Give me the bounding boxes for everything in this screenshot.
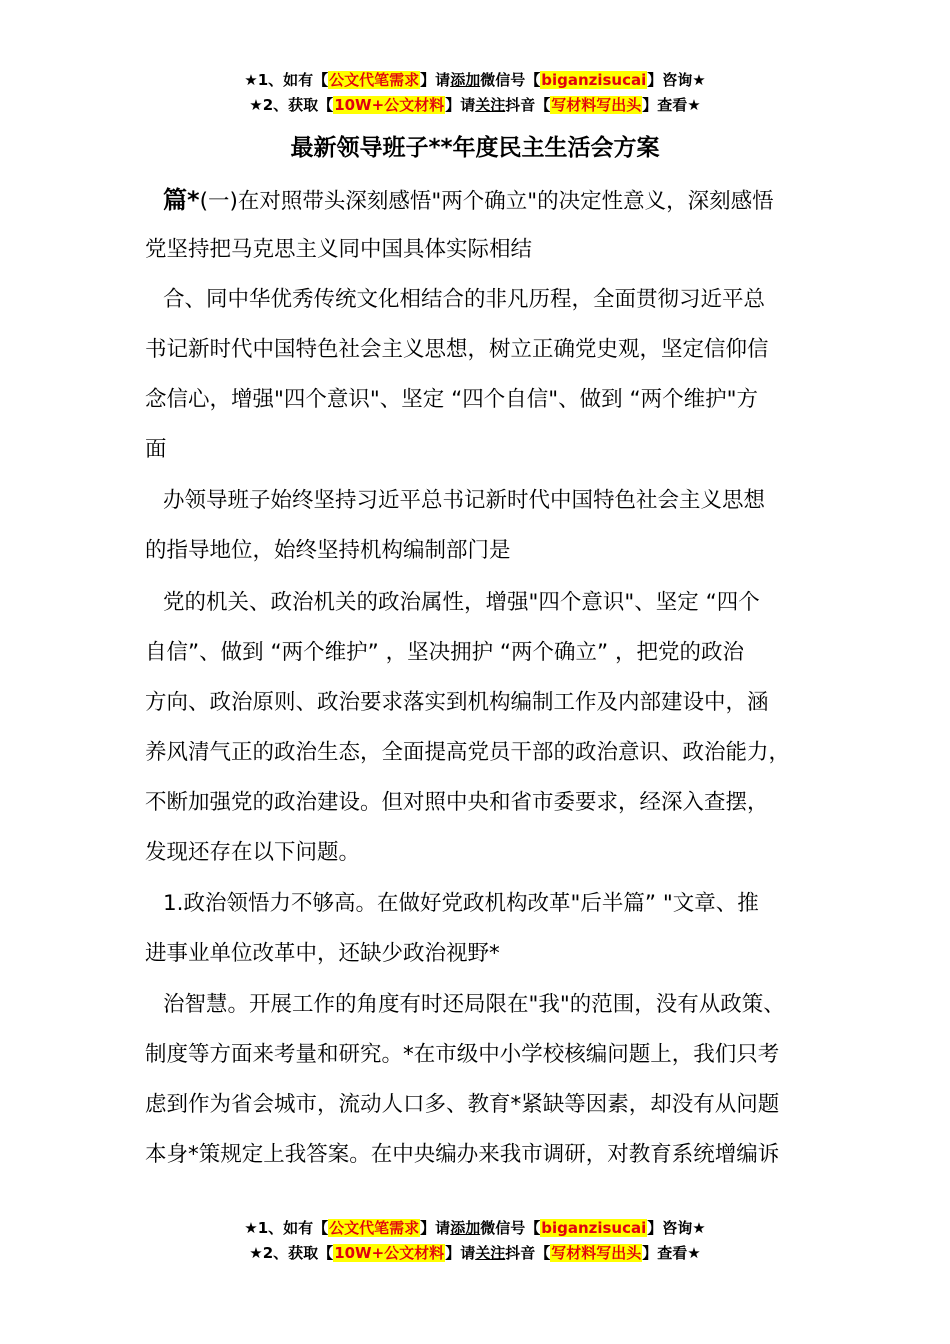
promo-highlight: 10W+公文材料 bbox=[334, 96, 445, 114]
promo-text: 】咨询★ bbox=[647, 1219, 706, 1237]
promo-highlight: 公文代笔需求 bbox=[329, 1219, 420, 1237]
text-line: 自信”、做到 “两个维护” ，坚决拥护 “两个确立” ，把党的政治 bbox=[145, 640, 745, 665]
promo-text: 】请 bbox=[445, 96, 476, 114]
promo-underlined: 添加 bbox=[450, 1219, 481, 1237]
text-line: 制度等方面来考量和研究。*在市级中小学校核编问题上，我们只考 bbox=[145, 1042, 780, 1067]
promo-text: ★1、如有【 bbox=[244, 71, 329, 89]
promo-text: ★2、获取【 bbox=[249, 96, 334, 114]
text-line: 1.政治领悟力不够高。在做好党政机构改革"后半篇” "文章、推 bbox=[163, 891, 759, 916]
promo-text: 】请 bbox=[420, 71, 451, 89]
promo-text: 】请 bbox=[445, 1244, 476, 1262]
promo-text: 】请 bbox=[420, 1219, 451, 1237]
promo-highlight: 10W+公文材料 bbox=[334, 1244, 445, 1262]
heading-marker: 篇* bbox=[163, 186, 200, 214]
text-line: 不断加强党的政治建设。但对照中央和省市委要求，经深入查摆， bbox=[145, 790, 769, 815]
text-line: 进事业单位改革中，还缺少政治视野* bbox=[145, 941, 500, 966]
promo-text: 微信号【 bbox=[480, 1219, 541, 1237]
text-line: 方向、政治原则、政治要求落实到机构编制工作及内部建设中，涵 bbox=[145, 690, 769, 715]
text-line: 本身*策规定上我答案。在中央编办来我市调研，对教育系统增编诉 bbox=[145, 1142, 780, 1167]
promo-underlined: 添加 bbox=[450, 71, 481, 89]
promo-text: 微信号【 bbox=[480, 71, 541, 89]
text-line: 面 bbox=[145, 437, 167, 462]
text-line bbox=[163, 185, 774, 217]
text-line: 合、同中华优秀传统文化相结合的非凡历程，全面贯彻习近平总 bbox=[163, 287, 766, 312]
promo-highlight: 写材料写出头 bbox=[551, 1244, 642, 1262]
promo-text: ★2、获取【 bbox=[249, 1244, 334, 1262]
promo-banner-bottom bbox=[0, 1216, 950, 1266]
text-line: 虑到作为省会城市，流动人口多、教育*紧缺等因素，却没有从问题 bbox=[145, 1092, 780, 1117]
text-line: 发现还存在以下问题。 bbox=[145, 840, 361, 865]
document-title: 最新领导班子**年度民主生活会方案 bbox=[290, 135, 660, 161]
text-line: 党的机关、政治机关的政治属性，增强"四个意识"、坚定 “四个 bbox=[163, 590, 760, 615]
promo-highlight: 写材料写出头 bbox=[551, 96, 642, 114]
text-run: (一)在对照带头深刻感悟"两个确立"的决定性意义，深刻感悟 bbox=[199, 189, 774, 214]
promo-text: 】查看★ bbox=[642, 96, 701, 114]
text-line: 办领导班子始终坚持习近平总书记新时代中国特色社会主义思想 bbox=[163, 488, 766, 513]
promo-line-1 bbox=[0, 1216, 950, 1241]
promo-text: 】咨询★ bbox=[647, 71, 706, 89]
promo-text: 】查看★ bbox=[642, 1244, 701, 1262]
promo-text: ★1、如有【 bbox=[244, 1219, 329, 1237]
promo-text: 抖音【 bbox=[505, 1244, 551, 1262]
text-line: 党坚持把马克思主义同中国具体实际相结 bbox=[145, 237, 533, 262]
text-line: 书记新时代中国特色社会主义思想，树立正确党史观，坚定信仰信 bbox=[145, 337, 769, 362]
text-line: 的指导地位，始终坚持机构编制部门是 bbox=[145, 538, 511, 563]
text-line: 治智慧。开展工作的角度有时还局限在"我"的范围，没有从政策、 bbox=[163, 992, 785, 1017]
text-line: 念信心，增强"四个意识"、坚定 “四个自信"、做到 “两个维护"方 bbox=[145, 387, 759, 412]
promo-line-2 bbox=[0, 1241, 950, 1266]
promo-highlight: biganzisucai bbox=[541, 71, 647, 89]
text-line: 养风清气正的政治生态，全面提高党员干部的政治意识、政治能力， bbox=[145, 740, 791, 765]
promo-highlight: biganzisucai bbox=[541, 1219, 647, 1237]
promo-underlined: 关注 bbox=[475, 1244, 506, 1262]
promo-highlight: 公文代笔需求 bbox=[329, 71, 420, 89]
promo-underlined: 关注 bbox=[475, 96, 506, 114]
promo-text: 抖音【 bbox=[505, 96, 551, 114]
